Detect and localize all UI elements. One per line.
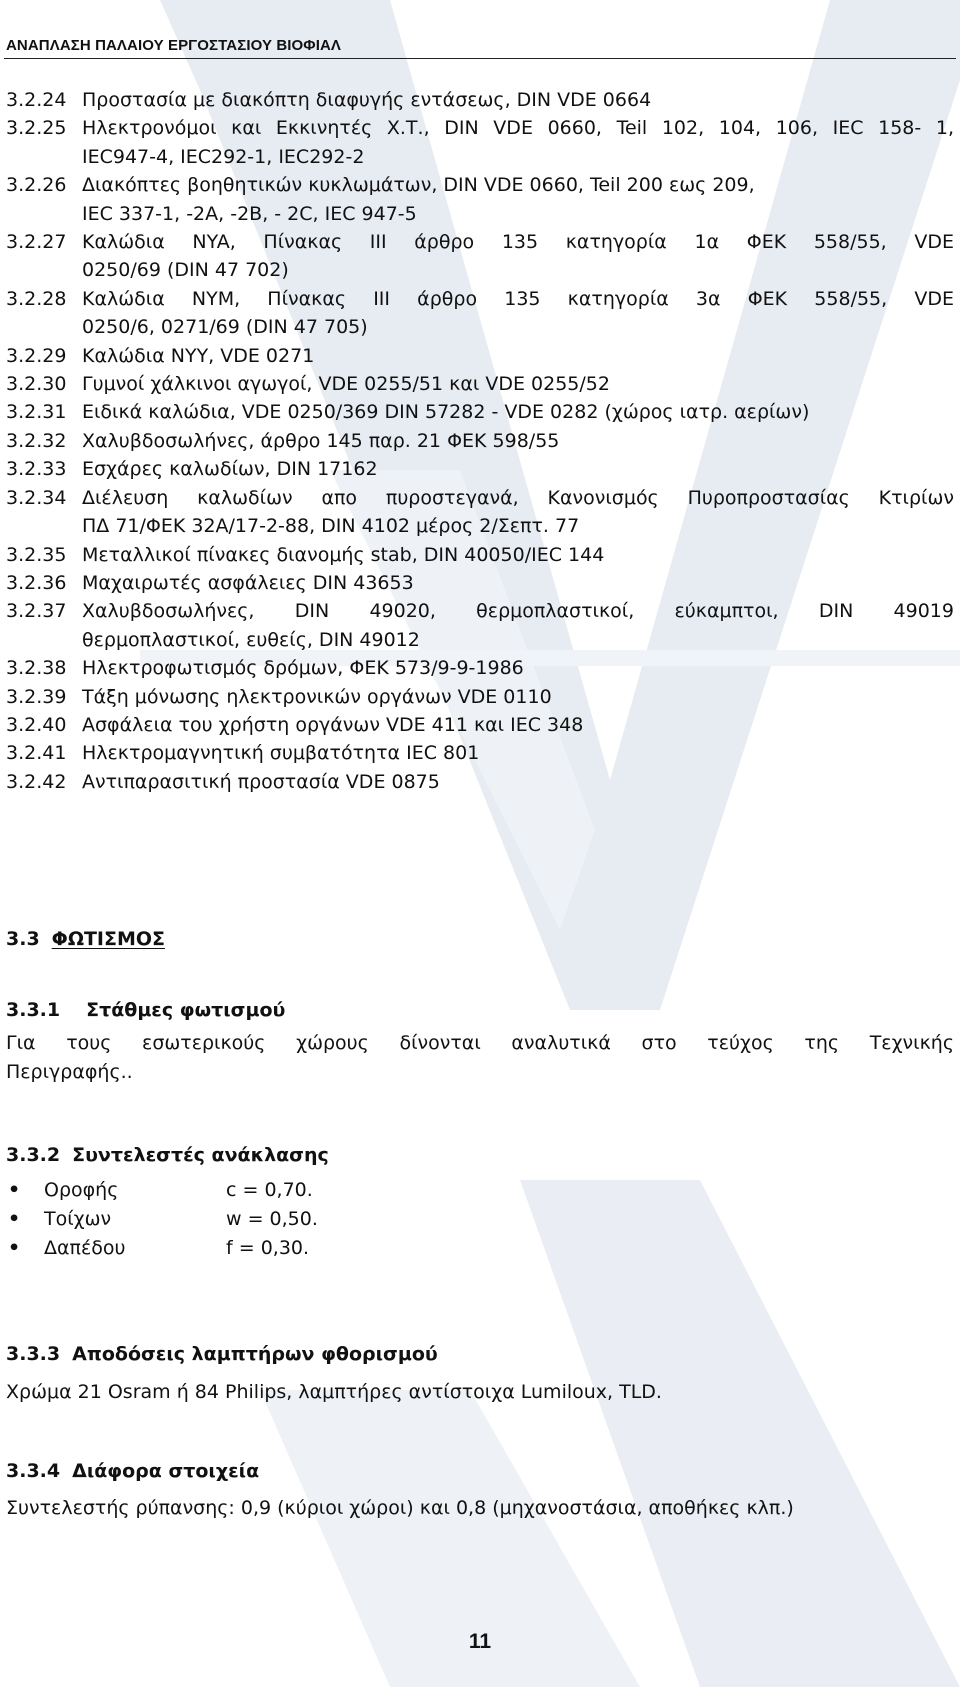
paragraph-line: Για τους εσωτερικούς χώρους δίνονται αναλυτικά στο τεύχος της Τεχνικής [6,1032,954,1054]
list-item [6,1176,318,1205]
item-text: Καλώδια NYM, Πίνακας III άρθρο 135 κατηγορία 3α ΦΕΚ 558/55, VDE [82,287,954,310]
list-item [6,285,954,313]
list-item [6,569,954,597]
item-continuation: IEC 337-1, -2A, -2B, - 2C, IEC 947-5 [82,202,417,225]
item-text: Χαλυβδοσωλήνες, DIN 49020, θερμοπλαστικοί, εύκαμπτοι, DIN 49019 [82,600,954,623]
list-item [6,114,954,142]
item-text: Αντιπαρασιτική προστασία VDE 0875 [82,770,440,793]
list-item [6,398,954,426]
item-text: Διέλευση καλωδίων απο πυροστεγανά, Κανονισμός Πυροπροστασίας Κτιρίων [82,486,954,509]
item-number: 3.2.35 [6,543,67,566]
list-item [6,455,954,483]
subsection-number: 3.3.4 [6,1460,61,1482]
header-divider [4,58,956,59]
item-continuation: 0250/6, 0271/69 (DIN 47 705) [82,316,368,339]
item-number: 3.2.32 [6,429,67,452]
item-number: 3.2.33 [6,458,67,481]
bullet-icon: • [8,1208,21,1230]
item-text: Γυμνοί χάλκινοι αγωγοί, VDE 0255/51 και VDE 0255/52 [82,373,610,396]
lighting-levels-paragraph [6,1029,954,1087]
section-number: 3.3 [6,928,40,950]
item-text: Προστασία με διακόπτη διαφυγής εντάσεως, DIN VDE 0664 [82,89,652,111]
item-number: 3.2.36 [6,571,67,594]
item-text: Ηλεκτροφωτισμός δρόμων, ΦΕΚ 573/9-9-1986 [82,657,524,680]
section-title: ΦΩΤΙΣΜΟΣ [51,928,166,950]
list-item [6,711,954,739]
item-number: 3.2.25 [6,117,67,140]
lamp-performance-text: Χρώμα 21 Osram ή 84 Philips, λαμπτήρες αντίστοιχα Lumiloux, TLD. [6,1381,662,1403]
item-label: Οροφής [44,1179,119,1201]
item-number: 3.2.27 [6,231,67,254]
item-text: Ηλεκτρονόμοι και Εκκινητές Χ.Τ., DIN VDE 0660, Teil 102, 104, 106, IEC 158- 1, [82,117,954,140]
item-number: 3.2.37 [6,600,67,623]
item-value: w = 0,50. [226,1208,318,1230]
misc-data-text: Συντελεστής ρύπανσης: 0,9 (κύριοι χώροι) και 0,8 (μηχανοστάσια, αποθήκες κλπ.) [6,1497,794,1519]
document-header: ΑΝΑΠΛΑΣΗ ΠΑΛΑΙΟΥ ΕΡΓΟΣΤΑΣΙΟΥ ΒΙΟΦΙΑΛ [6,37,342,54]
subsection-heading-3-3-2 [6,1144,329,1166]
list-item [6,1234,318,1263]
subsection-heading-3-3-1 [6,999,285,1021]
subsection-heading-3-3-4 [6,1460,259,1482]
list-item [6,597,954,625]
subsection-title: Διάφορα στοιχεία [72,1460,260,1482]
bullet-icon: • [8,1237,21,1259]
subsection-title: Συντελεστές ανάκλασης [72,1144,329,1166]
list-item [6,484,954,512]
item-text: Καλώδια NYY, VDE 0271 [82,344,315,367]
subsection-heading-3-3-3 [6,1343,438,1365]
list-item [6,228,954,256]
item-text: Ηλεκτρομαγνητική συμβατότητα IEC 801 [82,742,480,765]
list-item [6,683,954,711]
item-text: Μεταλλικοί πίνακες διανομής stab, DIN 40050/IEC 144 [82,543,605,566]
list-item [6,171,954,199]
item-continuation: ΠΔ 71/ΦΕΚ 32Α/17-2-88, DIN 4102 μέρος 2/Σεπτ. 77 [82,515,580,538]
item-text: Καλώδια NYA, Πίνακας III άρθρο 135 κατηγορία 1α ΦΕΚ 558/55, VDE [82,231,954,254]
item-number: 3.2.29 [6,344,67,367]
bullet-icon: • [8,1179,21,1201]
item-text: Τάξη μόνωσης ηλεκτρονικών οργάνων VDE 0110 [82,685,552,708]
list-item [6,654,954,682]
subsection-title: Αποδόσεις λαμπτήρων φθορισμού [72,1343,438,1365]
subsection-number: 3.3.3 [6,1343,61,1365]
item-number: 3.2.28 [6,287,67,310]
item-number: 3.2.34 [6,486,67,509]
list-item [6,342,954,370]
item-number: 3.2.41 [6,742,67,765]
section-heading-3-3 [6,928,165,950]
item-number: 3.2.24 [6,89,67,111]
list-item [6,370,954,398]
subsection-number: 3.3.2 [6,1144,61,1166]
standards-list [6,86,954,796]
item-continuation: 0250/69 (DIN 47 702) [82,259,289,282]
list-item [6,768,954,796]
item-number: 3.2.30 [6,373,67,396]
subsection-title: Στάθμες φωτισμού [86,999,286,1021]
list-item [6,427,954,455]
reflection-coefficients-list [6,1176,318,1263]
list-item [6,739,954,767]
item-number: 3.2.26 [6,174,67,197]
item-value: c = 0,70. [226,1179,313,1201]
item-number: 3.2.39 [6,685,67,708]
item-label: Δαπέδου [44,1237,126,1259]
subsection-number: 3.3.1 [6,999,61,1021]
item-text: Ειδικά καλώδια, VDE 0250/369 DIN 57282 - VDE 0282 (χώρος ιατρ. αερίων) [82,401,810,424]
item-number: 3.2.42 [6,770,67,793]
item-number: 3.2.31 [6,401,67,424]
list-item [6,1205,318,1234]
page-number: 11 [468,1630,492,1653]
item-text: Χαλυβδοσωλήνες, άρθρο 145 παρ. 21 ΦΕΚ 598/55 [82,429,560,452]
item-text: Μαχαιρωτές ασφάλειες DIN 43653 [82,571,414,594]
item-number: 3.2.40 [6,713,67,736]
item-continuation: IEC947-4, IEC292-1, IEC292-2 [82,145,365,168]
item-label: Τοίχων [44,1208,112,1230]
item-continuation: θερμοπλαστικοί, ευθείς, DIN 49012 [82,628,420,651]
item-text: Εσχάρες καλωδίων, DIN 17162 [82,458,378,481]
paragraph-line: Περιγραφής.. [6,1061,133,1083]
item-text: Ασφάλεια του χρήστη οργάνων VDE 411 και IEC 348 [82,713,584,736]
list-item [6,86,954,114]
list-item [6,541,954,569]
item-number: 3.2.38 [6,657,67,680]
item-text: Διακόπτες βοηθητικών κυκλωμάτων, DIN VDE 0660, Teil 200 εως 209, [82,174,755,197]
item-value: f = 0,30. [226,1237,310,1259]
